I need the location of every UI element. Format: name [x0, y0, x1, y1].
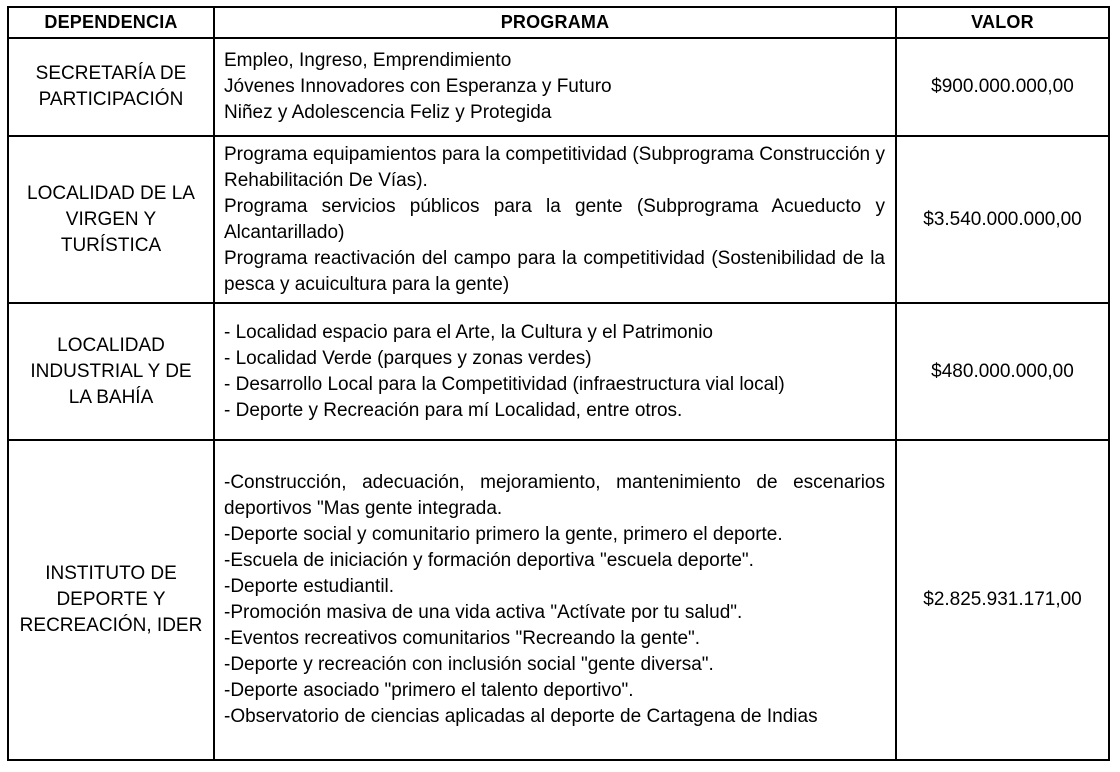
programa-cell [214, 38, 896, 136]
dependencia-cell: LOCALIDAD DE LA VIRGEN Y TURÍSTICA [8, 136, 214, 303]
programa-cell [214, 136, 896, 303]
programa-item: Programa reactivación del campo para la competitividad (Sostenibilidad de la pesca y acuicultura para la gente) [224, 247, 885, 295]
programa-item: -Deporte asociado "primero el talento deportivo". [224, 680, 634, 701]
programa-item: - Desarrollo Local para la Competitividad (infraestructura vial local) [224, 373, 785, 395]
programa-item: -Observatorio de ciencias aplicadas al deporte de Cartagena de Indias [224, 706, 818, 727]
programa-item: -Promoción masiva de una vida activa "Actívate por tu salud". [224, 602, 743, 623]
programa-item: Jóvenes Innovadores con Esperanza y Futuro [224, 76, 612, 97]
table-body [8, 38, 1109, 760]
table-row [8, 440, 1109, 760]
dependencia-cell: INSTITUTO DE DEPORTE Y RECREACIÓN, IDER [8, 440, 214, 760]
programa-item: -Construcción, adecuación, mejoramiento, mantenimiento de escenarios deportivos "Mas gente integrada. [224, 472, 885, 519]
programa-item: -Eventos recreativos comunitarios "Recreando la gente". [224, 628, 701, 649]
valor-cell: $2.825.931.171,00 [896, 440, 1109, 760]
column-header-programa: PROGRAMA [214, 7, 896, 38]
table-row [8, 136, 1109, 303]
valor-cell: $900.000.000,00 [896, 38, 1109, 136]
programa-item: - Localidad Verde (parques y zonas verdes) [224, 347, 592, 369]
programa-cell [214, 303, 896, 440]
dependencia-cell: LOCALIDAD INDUSTRIAL Y DE LA BAHÍA [8, 303, 214, 440]
valor-cell: $3.540.000.000,00 [896, 136, 1109, 303]
programa-item: - Deporte y Recreación para mí Localidad, entre otros. [224, 399, 683, 421]
programa-cell [214, 440, 896, 760]
programa-item: - Localidad espacio para el Arte, la Cultura y el Patrimonio [224, 321, 713, 343]
programa-item: -Escuela de iniciación y formación deportiva "escuela deporte". [224, 550, 754, 571]
column-header-valor: VALOR [896, 7, 1109, 38]
programa-item: -Deporte estudiantil. [224, 576, 395, 597]
programa-item: -Deporte y recreación con inclusión social "gente diversa". [224, 654, 714, 675]
valor-cell: $480.000.000,00 [896, 303, 1109, 440]
programa-item: Programa equipamientos para la competitividad (Subprograma Construcción y Rehabilitación De Vías). [224, 143, 885, 191]
programa-item: Programa servicios públicos para la gente (Subprograma Acueducto y Alcantarillado) [224, 195, 885, 243]
table-row [8, 38, 1109, 136]
programa-item: Empleo, Ingreso, Emprendimiento [224, 50, 512, 71]
dependencia-cell: SECRETARÍA DE PARTICIPACIÓN [8, 38, 214, 136]
budget-table [7, 6, 1110, 761]
column-header-dependencia: DEPENDENCIA [8, 7, 214, 38]
programa-item: Niñez y Adolescencia Feliz y Protegida [224, 102, 552, 123]
programa-item: -Deporte social y comunitario primero la gente, primero el deporte. [224, 524, 783, 545]
table-row [8, 303, 1109, 440]
table-header-row [8, 7, 1109, 38]
